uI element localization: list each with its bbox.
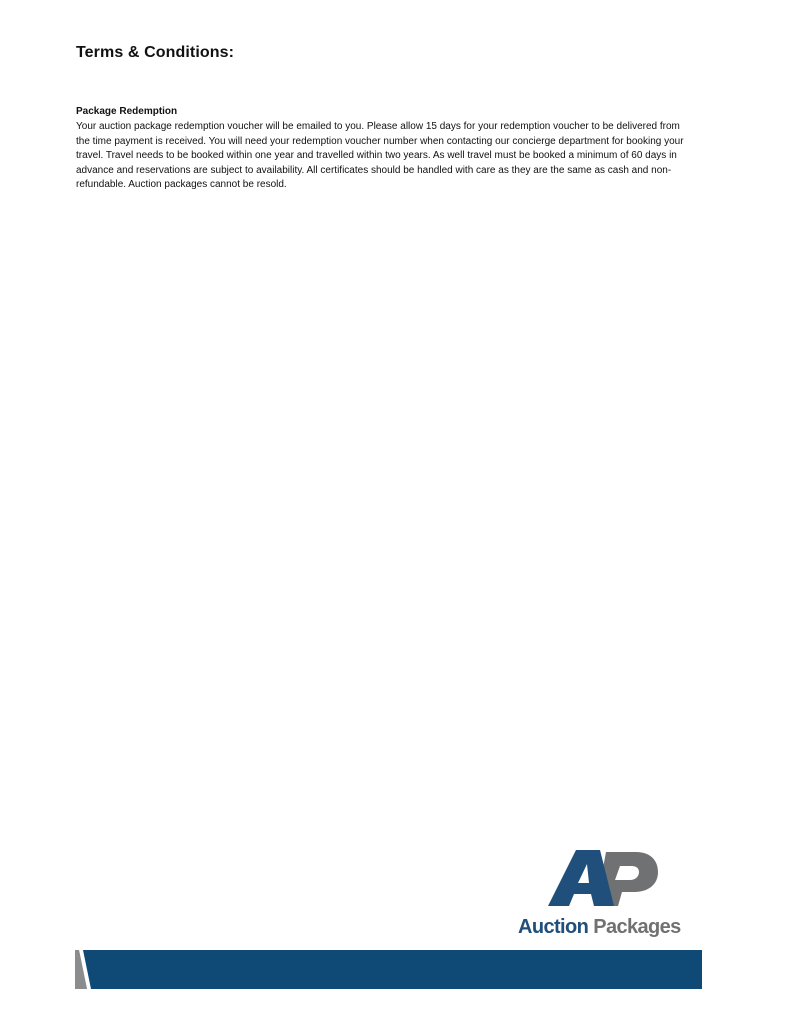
section-body: Your auction package redemption voucher will be emailed to you. Please allow 15 days for your redemption voucher to be delivered from the time payment is received. You will need your redemption voucher number when contacting our concierge department for booking your travel. Travel needs to be booked within one year and travelled within two years. As well travel must be booked a minimum of 60 days in advance and reservations are subject to availability. All certificates should be handled with care as they are the same as cash and non-refundable. Auction packages cannot be resold. (76, 121, 684, 191)
logo-word-auction: Auction (518, 916, 589, 938)
logo-word-packages: Packages (593, 916, 681, 938)
package-redemption-section (76, 105, 696, 193)
auction-packages-logo (518, 848, 698, 944)
section-heading: Package Redemption (76, 106, 178, 117)
ap-monogram-icon (518, 848, 698, 914)
footer-bar (75, 950, 702, 989)
footer-stripe-icon (75, 950, 702, 989)
logo-wordmark (518, 916, 698, 939)
page-title: Terms & Conditions: (76, 44, 235, 61)
